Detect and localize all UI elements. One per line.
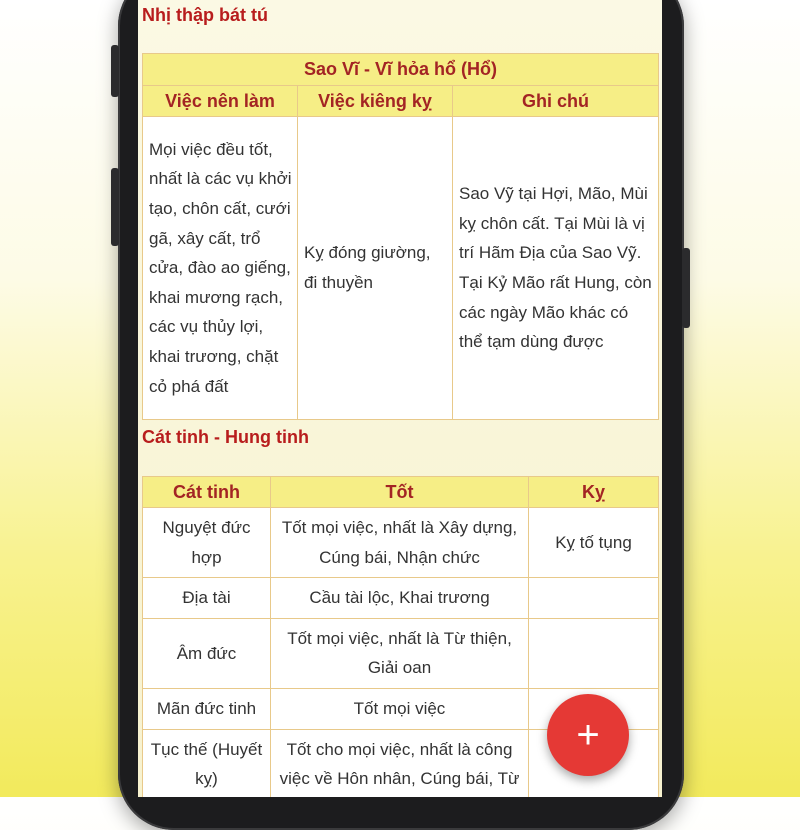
star-name: Địa tài: [143, 578, 271, 619]
header-good-star: Cát tinh: [143, 477, 271, 508]
star-good: Tốt mọi việc: [271, 688, 529, 729]
star-bad: [529, 578, 659, 619]
table-row: [143, 618, 659, 688]
phone-power-button: [682, 248, 690, 328]
add-button[interactable]: [547, 694, 629, 776]
phone-volume-button-2: [111, 168, 119, 246]
star-name: Mãn đức tinh: [143, 688, 271, 729]
star-bad: Kỵ tố tụng: [529, 508, 659, 578]
app-screen[interactable]: [138, 0, 662, 797]
star-good: Tốt mọi việc, nhất là Từ thiện, Giải oan: [271, 618, 529, 688]
star-good: Tốt cho mọi việc, nhất là công việc về Hôn nhân, Cúng bái, Từ: [271, 729, 529, 797]
star-good: Tốt mọi việc, nhất là Xây dựng, Cúng bái, Nhận chức: [271, 508, 529, 578]
cell-good-tasks: Mọi việc đều tốt, nhất là các vụ khởi tạo, chôn cất, cưới gã, xây cất, trổ cửa, đào ao giếng, khai mương rạch, các vụ thủy lợi, khai trương, chặt cỏ phá đất: [143, 117, 298, 420]
star-table-caption: Sao Vĩ - Vĩ hỏa hổ (Hổ): [143, 54, 659, 86]
star-name: Âm đức: [143, 618, 271, 688]
phone-volume-button: [111, 45, 119, 97]
section-title-nhi-thap-bat-tu: Nhị thập bát tú: [142, 5, 268, 25]
header-good: Tốt: [271, 477, 529, 508]
star-bad: [529, 618, 659, 688]
section-title-cat-tinh-hung-tinh: Cát tinh - Hung tinh: [142, 427, 309, 447]
header-avoid-tasks: Việc kiêng kỵ: [298, 86, 453, 117]
cell-notes: Sao Vỹ tại Hợi, Mão, Mùi kỵ chôn cất. Tại Mùi là vị trí Hãm Địa của Sao Vỹ. Tại Kỷ Mão rất Hung, còn các ngày Mão khác có thể tạm dùng được: [453, 117, 659, 420]
cell-avoid-tasks: Kỵ đóng giường, đi thuyền: [298, 117, 453, 420]
star-name: Tục thế (Huyết kỵ): [143, 729, 271, 797]
star-name: Nguyệt đức hợp: [143, 508, 271, 578]
header-bad: Kỵ: [529, 477, 659, 508]
header-notes: Ghi chú: [453, 86, 659, 117]
table-row: [143, 578, 659, 619]
star-good: Cầu tài lộc, Khai trương: [271, 578, 529, 619]
table-row: [143, 508, 659, 578]
plus-icon: +: [576, 713, 600, 757]
star-table: [142, 53, 659, 420]
header-good-tasks: Việc nên làm: [143, 86, 298, 117]
